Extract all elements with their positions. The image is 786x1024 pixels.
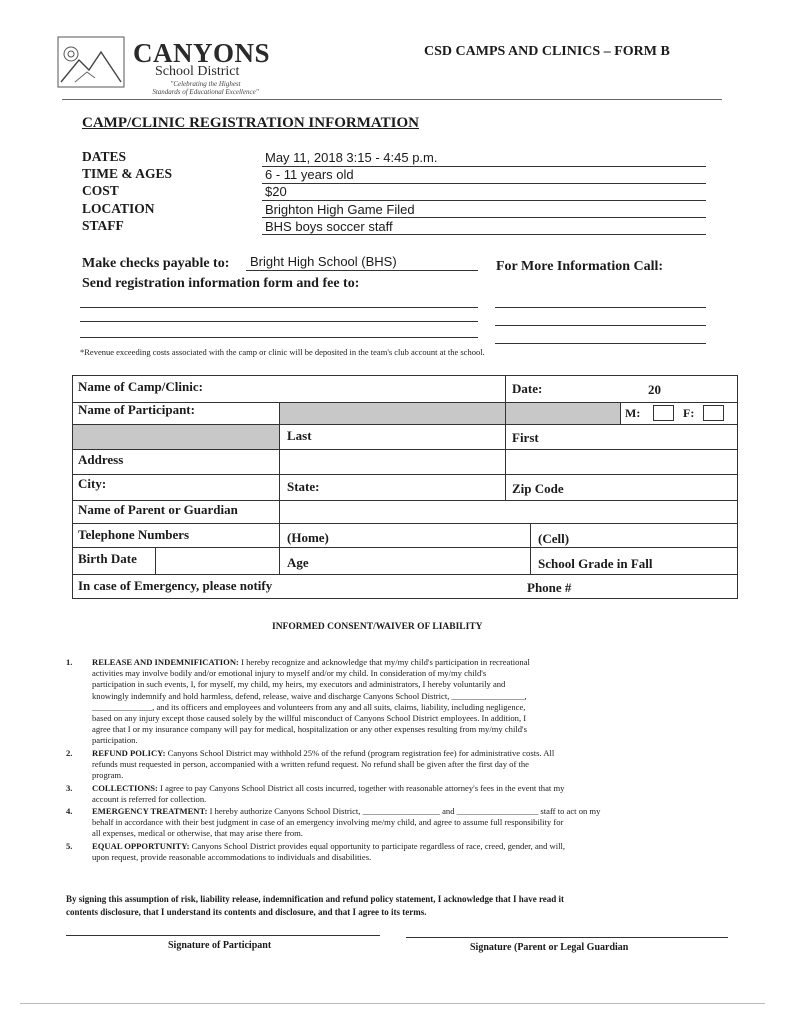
send-line-2 [80, 321, 478, 322]
consent-item-text [92, 657, 732, 747]
checks-line [246, 270, 478, 271]
consent-line: upon request, provide reasonable accommodations to individuals and disabilities. [92, 852, 372, 863]
consent-line: all expenses, medical or otherwise, that may arise there from. [92, 828, 303, 839]
cost-line [262, 200, 706, 201]
camp-name-label: Name of Camp/Clinic: [78, 379, 203, 394]
consent-line: participation in such events, I, for myself, my child, my heirs, my executors and administrators, I hereby voluntarily and [92, 679, 506, 690]
logo-tagline [143, 80, 268, 96]
first-name-label: First [512, 430, 539, 445]
cell-phone-label: (Cell) [538, 531, 570, 546]
participant-label: Name of Participant: [78, 402, 195, 417]
closing-statement [66, 893, 736, 919]
logo-subtitle: School District [155, 64, 240, 79]
consent-item-text [92, 806, 732, 840]
vdiv-main-2 [505, 402, 506, 500]
dates-label: DATES [82, 149, 127, 164]
bottom-edge-line [20, 1003, 765, 1004]
female-label: F: [683, 406, 695, 420]
participant-signature-label: Signature of Participant [168, 940, 272, 951]
vdiv-main-1 [279, 402, 280, 500]
send-line-1 [80, 307, 478, 308]
time-label: TIME & AGES [82, 166, 173, 181]
logo-tagline-line2: Standards of Educational Excellence" [152, 88, 259, 96]
consent-item [66, 783, 726, 806]
vdiv-phone-2 [530, 523, 531, 574]
time-line [262, 183, 706, 184]
date-label: Date: [512, 381, 543, 396]
birth-date-label: Birth Date [78, 551, 137, 566]
section-title: CAMP/CLINIC REGISTRATION INFORMATION [82, 115, 419, 131]
consent-item-heading: EQUAL OPPORTUNITY: [92, 841, 190, 851]
male-label: M: [625, 406, 641, 420]
form-title: CSD CAMPS AND CLINICS – FORM B [424, 44, 670, 59]
male-checkbox[interactable] [653, 405, 674, 421]
staff-value: BHS boys soccer staff [265, 219, 393, 234]
location-line [262, 217, 706, 218]
emergency-phone-label: Phone # [527, 580, 572, 595]
consent-line: ______________, and its officers and employees and volunteers from any and all suits, claims, liability, including negligence, [92, 701, 526, 712]
consent-item-text [92, 748, 732, 782]
info-line-2 [495, 325, 706, 326]
city-label: City: [78, 476, 107, 491]
footnote: *Revenue exceeding costs associated with the camp or clinic will be deposited in the team's club account at the school. [80, 347, 485, 357]
dates-value: May 11, 2018 3:15 - 4:45 p.m. [265, 150, 438, 165]
logo-tagline-line1: "Celebrating the Highest [170, 80, 241, 88]
consent-item [66, 657, 726, 748]
location-label: LOCATION [82, 201, 155, 216]
female-checkbox[interactable] [703, 405, 724, 421]
row-line-4 [72, 474, 738, 475]
more-info-label: For More Information Call: [496, 259, 664, 274]
consent-line: Canyons School District may withhold 25% of the refund (program registration fee) for administrative costs. All [165, 748, 555, 758]
grade-label: School Grade in Fall [538, 556, 653, 571]
vdiv-parent [279, 500, 280, 523]
row-line-6 [72, 523, 738, 524]
parent-label: Name of Parent or Guardian [78, 502, 238, 517]
consent-line: I hereby authorize Canyons School District, __________________ and ___________________ staff to act on my [207, 806, 601, 816]
parent-signature-line[interactable] [406, 937, 728, 938]
district-logo [57, 36, 125, 88]
logo-name: CANYONS [133, 38, 271, 68]
table-top [72, 375, 738, 376]
row-line-7 [72, 547, 738, 548]
time-value: 6 - 11 years old [265, 167, 354, 182]
location-value: Brighton High Game Filed [265, 202, 415, 217]
vdiv-birth [155, 547, 156, 574]
checks-label: Make checks payable to: [82, 256, 230, 271]
consent-item-heading: REFUND POLICY: [92, 748, 166, 758]
consent-item-number: 4. [66, 806, 73, 816]
consent-item [66, 806, 726, 841]
home-phone-label: (Home) [287, 530, 329, 545]
consent-item-heading: COLLECTIONS: [92, 783, 158, 793]
consent-item [66, 748, 726, 783]
consent-item-heading: RELEASE AND INDEMNIFICATION: [92, 657, 239, 667]
shade-participant-mid [279, 402, 505, 424]
row-line-2 [72, 424, 738, 425]
consent-line: account is referred for collection. [92, 794, 207, 805]
table-bottom [72, 598, 738, 599]
closing-line-1: By signing this assumption of risk, liability release, indemnification and refund policy statement, I acknowledge that I have read it [66, 894, 565, 904]
consent-item-number: 1. [66, 657, 73, 667]
mountain-logo-icon [57, 36, 125, 88]
consent-item-number: 3. [66, 783, 73, 793]
closing-line-2: contents disclosure, that I understand its contents and disclosure, and that I agree to its terms. [66, 907, 427, 917]
cost-label: COST [82, 183, 119, 198]
consent-item-number: 2. [66, 748, 73, 758]
shade-participant-right [505, 402, 620, 424]
vdiv-mf [620, 402, 621, 424]
participant-signature-line[interactable] [66, 935, 380, 936]
consent-line: agree that I or my insurance company will pay for medical, hospitalization or any other expenses resulting from my/my child's [92, 724, 527, 735]
consent-line: participation. [92, 735, 138, 746]
info-line-3 [495, 343, 706, 344]
zip-label: Zip Code [512, 481, 564, 496]
last-name-label: Last [287, 428, 312, 443]
staff-label: STAFF [82, 218, 124, 233]
consent-line: activities may involve bodily and/or emotional injury to myself and/or my child. In consideration of my/my child's [92, 668, 487, 679]
header-divider [62, 99, 722, 100]
send-line-3 [80, 337, 478, 338]
age-label: Age [287, 555, 309, 570]
consent-line: refunds must requested in person, accompanied with a written refund request. No refund shall be given after the first day of the [92, 759, 529, 770]
vdiv-date [505, 375, 506, 402]
row-line-8 [72, 574, 738, 575]
table-left [72, 375, 73, 598]
consent-item-text [92, 841, 732, 863]
state-label: State: [287, 479, 320, 494]
consent-list [66, 657, 726, 864]
vdiv-phone-1 [279, 523, 280, 574]
cost-value: $20 [265, 184, 287, 199]
consent-title: INFORMED CONSENT/WAIVER OF LIABILITY [272, 622, 483, 632]
consent-line: program. [92, 770, 124, 781]
consent-item [66, 841, 726, 864]
send-label: Send registration information form and fee to: [82, 276, 360, 291]
consent-line: knowingly indemnify and hold harmless, defend, release, waive and discharge Canyons School District, _________________, [92, 690, 527, 701]
address-label: Address [78, 452, 124, 467]
row-line-5 [72, 500, 738, 501]
info-line-1 [495, 307, 706, 308]
emergency-label: In case of Emergency, please notify [78, 578, 273, 593]
consent-item-number: 5. [66, 841, 73, 851]
consent-item-text [92, 783, 732, 805]
row-line-3 [72, 449, 738, 450]
telephone-label: Telephone Numbers [78, 527, 190, 542]
shade-last-left [72, 424, 279, 449]
checks-value: Bright High School (BHS) [250, 254, 397, 269]
parent-signature-label: Signature (Parent or Legal Guardian [470, 942, 629, 953]
staff-line [262, 234, 706, 235]
consent-line: based on any injury except those caused solely by the willful misconduct of Canyons School District employees. In addition, I [92, 713, 527, 724]
consent-line: I hereby recognize and acknowledge that my/my child's participation in recreational [238, 657, 530, 667]
table-right [737, 375, 738, 598]
year-label: 20 [648, 382, 661, 397]
consent-item-heading: EMERGENCY TREATMENT: [92, 806, 208, 816]
consent-line: Canyons School District provides equal opportunity to participate regardless of race, creed, gender, and will, [189, 841, 566, 851]
consent-line: behalf in accordance with their best judgment in case of an emergency involving me/my child, and agree to assume full responsibility for [92, 817, 564, 828]
consent-line: I agree to pay Canyons School District all costs incurred, together with reasonable attorney's fees in the event that my [157, 783, 565, 793]
